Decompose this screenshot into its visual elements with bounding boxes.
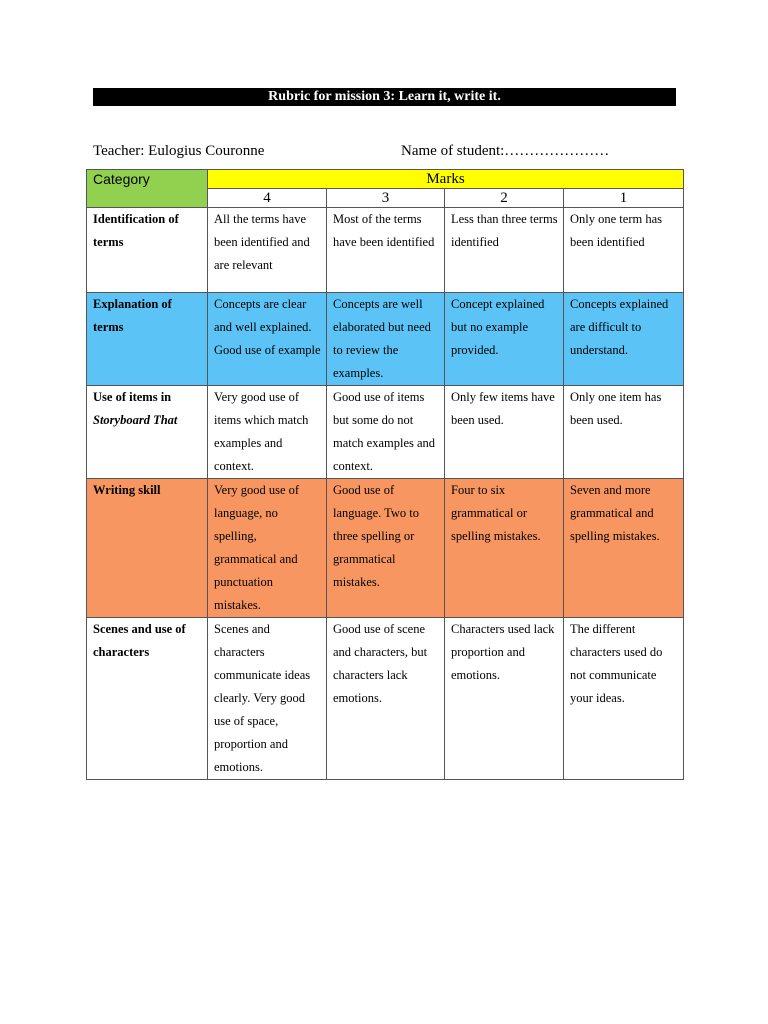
- descriptor-cell: Only one item has been used.: [564, 386, 684, 479]
- descriptor-cell: Very good use of language, no spelling, grammatical and punctuation mistakes.: [208, 479, 327, 618]
- criterion-explanation: Explanation of terms: [87, 293, 208, 386]
- table-row: [87, 386, 684, 479]
- criterion-scenes: Scenes and use of characters: [87, 618, 208, 780]
- descriptor-cell: Concepts are clear and well explained. Good use of example: [208, 293, 327, 386]
- table-row: [87, 618, 684, 780]
- descriptor-cell: Concept explained but no example provided.: [445, 293, 564, 386]
- score-2-header: 2: [445, 189, 564, 208]
- descriptor-cell: Characters used lack proportion and emotions.: [445, 618, 564, 780]
- criterion-items-app-name: Storyboard That: [93, 413, 178, 427]
- category-header: Category: [87, 170, 208, 208]
- rubric-table: [86, 169, 684, 780]
- table-header-row: [87, 170, 684, 189]
- score-3-header: 3: [327, 189, 445, 208]
- teacher-name: Teacher: Eulogius Couronne: [93, 143, 265, 159]
- descriptor-cell: Concepts explained are difficult to understand.: [564, 293, 684, 386]
- criterion-writing: Writing skill: [87, 479, 208, 618]
- score-1-header: 1: [564, 189, 684, 208]
- descriptor-cell: The different characters used do not communicate your ideas.: [564, 618, 684, 780]
- descriptor-cell: Very good use of items which match examples and context.: [208, 386, 327, 479]
- descriptor-cell: All the terms have been identified and are relevant: [208, 208, 327, 293]
- table-row: [87, 479, 684, 618]
- descriptor-cell: Concepts are well elaborated but need to review the examples.: [327, 293, 445, 386]
- descriptor-cell: Seven and more grammatical and spelling mistakes.: [564, 479, 684, 618]
- descriptor-cell: Most of the terms have been identified: [327, 208, 445, 293]
- student-name-field: Name of student:…………………: [401, 143, 610, 159]
- criterion-identification: Identification of terms: [87, 208, 208, 293]
- criterion-items-text: Use of items in: [93, 390, 172, 404]
- rubric-title: Rubric for mission 3: Learn it, write it.: [93, 88, 676, 106]
- descriptor-cell: Only one term has been identified: [564, 208, 684, 293]
- descriptor-cell: Good use of items but some do not match examples and context.: [327, 386, 445, 479]
- descriptor-cell: Good use of scene and characters, but characters lack emotions.: [327, 618, 445, 780]
- table-row: [87, 293, 684, 386]
- score-4-header: 4: [208, 189, 327, 208]
- descriptor-cell: Only few items have been used.: [445, 386, 564, 479]
- descriptor-cell: Good use of language. Two to three spelling or grammatical mistakes.: [327, 479, 445, 618]
- marks-header: Marks: [208, 170, 684, 189]
- table-row: [87, 208, 684, 293]
- criterion-items: [87, 386, 208, 479]
- descriptor-cell: Less than three terms identified: [445, 208, 564, 293]
- descriptor-cell: Four to six grammatical or spelling mistakes.: [445, 479, 564, 618]
- descriptor-cell: Scenes and characters communicate ideas clearly. Very good use of space, proportion and emotions.: [208, 618, 327, 780]
